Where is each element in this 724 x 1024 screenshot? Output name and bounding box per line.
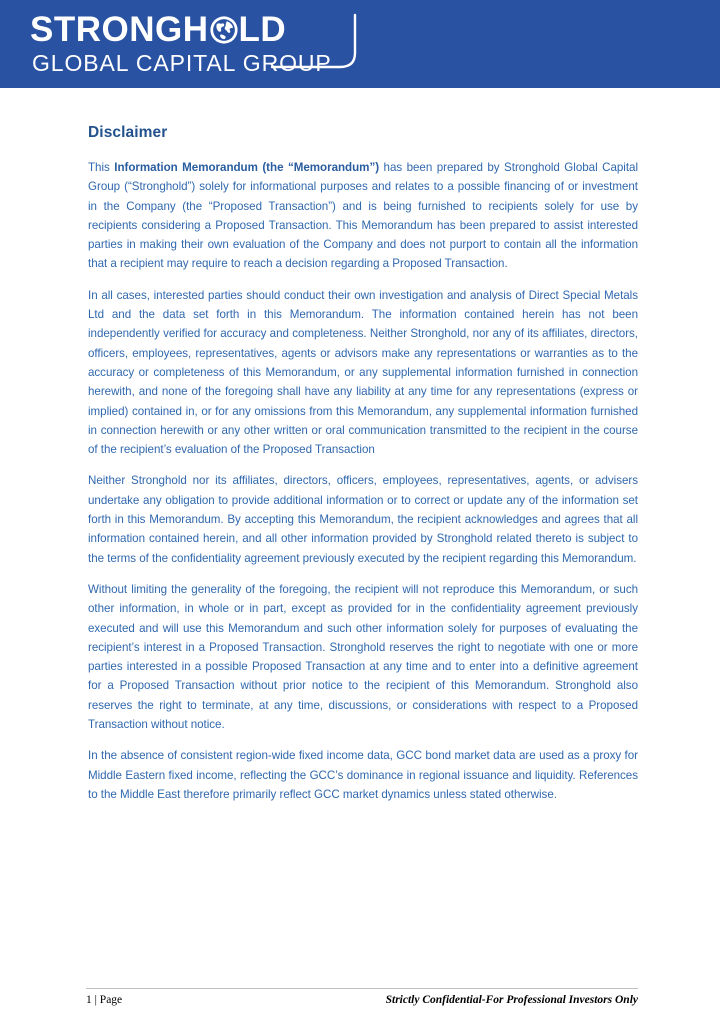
paragraph-4: Without limiting the generality of the foregoing, the recipient will not reproduce this Memorandum, or such other information, in whole or in part, except as provided for in the confidentiality agreement previously executed and will use this Memorandum and such other information solely for purposes of evaluating the recipient’s interest in a Proposed Transaction. Stronghold reserves the right to negotiate with one or more parties interested in a possible Proposed Transaction at any time and to enter into a definitive agreement for a Proposed Transaction without prior notice to the recipient of this Memorandum. Stronghold also reserves the right to terminate, at any time, discussions, or considerations with respect to a Proposed Transaction without notice. <box>88 582 638 732</box>
footer-divider <box>86 988 638 989</box>
paragraph-5: In the absence of consistent region-wide fixed income data, GCC bond market data are used as a proxy for Middle Eastern fixed income, reflecting the GCC’s dominance in regional issuance and liquidity. References to the Middle East therefore primarily reflect GCC market dynamics unless stated otherwise. <box>88 749 638 801</box>
paragraph-2: In all cases, interested parties should conduct their own investigation and analysis of Direct Special Metals Ltd and the data set forth in this Memorandum. The information contained herein has not been independently verified for accuracy and completeness. Neither Stronghold, nor any of its affiliates, directors, officers, employees, representatives, agents or advisors make any representations or warranties as to the accuracy or completeness of this Memorandum, or any supplemental information furnished in connection herewith, and none of the foregoing shall have any liability at any time for any representations (express or implied) contained in, or for any omissions from this Memorandum, any supplemental information furnished in connection herewith or any other written or oral communication transmitted to the recipient in the course of the recipient’s evaluation of the Proposed Transaction <box>88 288 638 457</box>
paragraph-1-rest: has been prepared by Stronghold Global Capital Group (“Stronghold”) solely for informational purposes and relates to a possible financing of or investment in the Company (the “Proposed Transaction”) and is being furnished to recipients solely for use by recipients considering a Proposed Transaction. This Memorandum has been prepared to assist interested parties in making their own evaluation of the Company and does not purport to contain all the information that a recipient may require to reach a decision regarding a Proposed Transaction. <box>88 161 638 271</box>
page-title: Disclaimer <box>88 124 168 141</box>
document-content <box>88 124 638 804</box>
confidentiality-notice: Strictly Confidential-For Professional Investors Only <box>385 994 638 1006</box>
paragraph-3: Neither Stronghold nor its affiliates, directors, officers, employees, representatives, agents, or advisers undertake any obligation to provide additional information or to correct or update any of the information set forth in this Memorandum. By accepting this Memorandum, the recipient acknowledges and agrees that all information contained herein, and all other information provided by Stronghold related thereto is subject to the terms of the confidentiality agreement previously executed by the recipient regarding this Memorandum. <box>88 474 638 565</box>
header-banner <box>0 0 720 88</box>
paragraph-1 <box>88 158 638 274</box>
logo-wordmark-primary <box>30 11 286 49</box>
company-logo <box>30 11 360 79</box>
globe-icon <box>209 15 239 45</box>
page-number: 1 | Page <box>86 994 123 1006</box>
logo-wordmark-secondary: GLOBAL CAPITAL GROUP <box>32 50 332 76</box>
memorandum-defined-term: Information Memorandum (the “Memorandum”) <box>114 161 380 174</box>
logo-bracket-icon <box>270 13 358 75</box>
paragraph-1-lead: This <box>88 161 115 174</box>
footer-row <box>86 994 638 1006</box>
logo-text-before-globe: STRONGH <box>30 10 209 49</box>
page-footer <box>86 988 638 1006</box>
logo-text-after-globe: LD <box>238 10 287 49</box>
